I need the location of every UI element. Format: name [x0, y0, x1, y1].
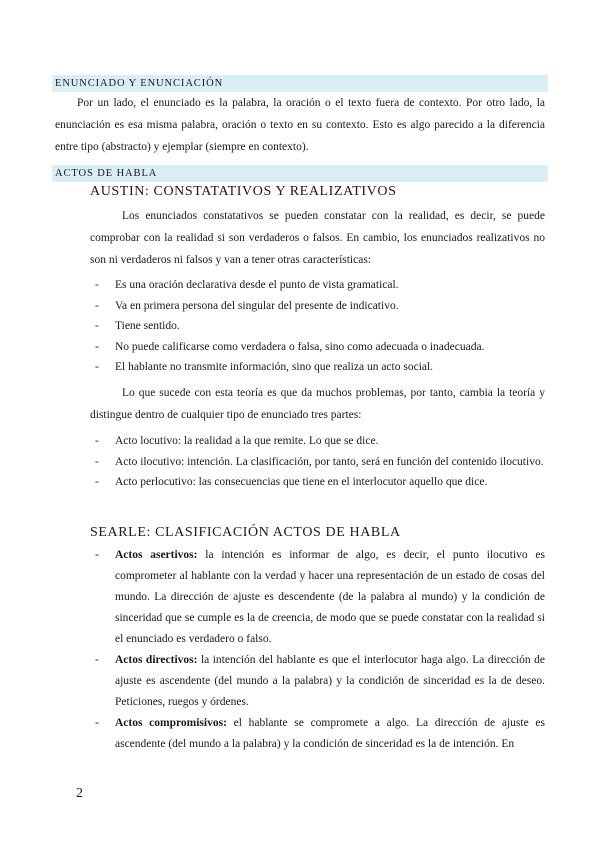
act-description: el hablante se compromete a algo. La dirección de ajuste es ascendente (del mundo a la palabra) y la condición de sinceridad es la de intención. En: [115, 717, 545, 750]
list-item: - Tiene sentido.: [95, 316, 545, 337]
list-item: - El hablante no transmite información, sino que realiza un acto social.: [95, 357, 545, 378]
list-item: - Acto ilocutivo: intención. La clasificación, por tanto, será en función del contenido ilocutivo.: [95, 452, 545, 473]
section-heading-actos: ACTOS DE HABLA: [52, 165, 548, 182]
act-term: Actos asertivos:: [115, 549, 198, 561]
act-term: Actos compromisivos:: [115, 717, 227, 729]
page-number: 2: [76, 786, 83, 801]
list-item: - Va en primera persona del singular del presente de indicativo.: [95, 296, 545, 317]
act-term: Actos directivos:: [115, 654, 198, 666]
list-item: [95, 713, 545, 755]
searle-title: SEARLE: CLASIFICACIÓN ACTOS DE HABLA: [90, 525, 401, 540]
austin-title: AUSTIN: CONSTATATIVOS Y REALIZATIVOS: [90, 184, 397, 199]
act-description: la intención es informar de algo, es decir, el punto ilocutivo es comprometer al hablante con la verdad y hacer una representación de un estado de cosas del mundo. La dirección de ajuste es descendente (de la palabra al mundo) y la condición de sinceridad que se cumple es la de creencia, de modo que se puede constatar con la realidad si el enunciado es verdadero o falso.: [115, 549, 545, 645]
list-item: [95, 545, 545, 650]
list-item: - No puede calificarse como verdadera o falsa, sino como adecuada o inadecuada.: [95, 337, 545, 358]
list-item: - Acto locutivo: la realidad a la que remite. Lo que se dice.: [95, 431, 545, 452]
list-item: - Es una oración declarativa desde el punto de vista gramatical.: [95, 275, 545, 296]
section-heading-enunciado: ENUNCIADO Y ENUNCIACIÓN: [52, 75, 548, 92]
list-item: [95, 650, 545, 713]
austin-problem-paragraph: Lo que sucede con esta teoría es que da muchos problemas, por tanto, cambia la teoría y distingue dentro de cualquier tipo de enunciado tres partes:: [90, 387, 545, 421]
searle-acts-list: [95, 545, 545, 755]
austin-intro-paragraph: Los enunciados constatativos se pueden constatar con la realidad, es decir, se puede comprobar con la realidad si son verdaderos o falsos. En cambio, los enunciados realizativos no son ni verdaderos ni falsos y van a tener otras características:: [90, 210, 545, 266]
act-description: la intención del hablante es que el interlocutor haga algo. La dirección de ajuste es ascendente (del mundo a la palabra) y la condición de sinceridad es la de deseo. Peticiones, ruegos y órdenes.: [115, 654, 545, 708]
acto-parts-list: [95, 431, 545, 493]
list-item: - Acto perlocutivo: las consecuencias que tiene en el interlocutor aquello que dice.: [95, 472, 545, 493]
enunciado-paragraph: Por un lado, el enunciado es la palabra, la oración o el texto fuera de contexto. Por otro lado, la enunciación es esa misma palabra, oración o texto en su contexto. Esto es algo parecido a la diferencia entre tipo (abstracto) y ejemplar (siempre en contexto).: [55, 97, 545, 153]
austin-characteristics-list: [95, 275, 545, 378]
